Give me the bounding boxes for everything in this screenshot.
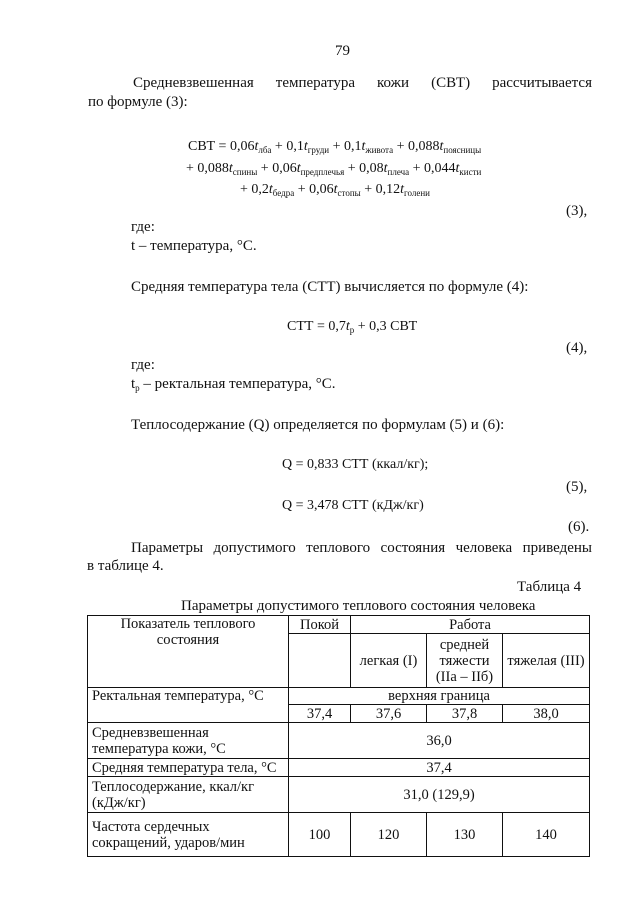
pulse-rest: 100 bbox=[289, 813, 351, 857]
params-table bbox=[87, 615, 590, 857]
q-intro: Теплосодержание (Q) определяется по формулам (5) и (6): bbox=[131, 417, 505, 433]
pulse-medium: 130 bbox=[427, 813, 503, 857]
rectal-rest: 37,4 bbox=[289, 705, 351, 723]
table-title: Параметры допустимого теплового состояния человека bbox=[181, 598, 536, 614]
table-row bbox=[88, 813, 590, 857]
pulse-light: 120 bbox=[351, 813, 427, 857]
intro-word: кожи bbox=[377, 75, 410, 91]
formula5: Q = 0,833 СТТ (ккал/кг); bbox=[282, 457, 429, 472]
header-rest-empty bbox=[289, 634, 351, 688]
rectal-heavy: 38,0 bbox=[503, 705, 590, 723]
pulse-heavy: 140 bbox=[503, 813, 590, 857]
skin-value: 36,0 bbox=[289, 723, 590, 759]
intro-word: Параметры bbox=[131, 540, 204, 556]
row-label-heat: Теплосодержание, ккал/кг (кДж/кг) bbox=[88, 777, 289, 813]
rectal-medium: 37,8 bbox=[427, 705, 503, 723]
row-label-pulse: Частота сердечных сокращений, ударов/мин bbox=[88, 813, 289, 857]
row-label-body: Средняя температура тела, °С bbox=[88, 759, 289, 777]
header-heavy: тяжелая (III) bbox=[503, 634, 590, 688]
table-row bbox=[88, 688, 590, 705]
formula3-line1: СВТ = $0,06t_{лба} + 0,1t_{груди} + 0,1t_{живота} + 0,088t_{поясницы}$ bbox=[188, 139, 482, 155]
intro-word: температура bbox=[275, 75, 355, 91]
table-label: Таблица 4 bbox=[517, 579, 582, 595]
row-label-rectal: Ректальная температура, °С bbox=[88, 688, 289, 723]
intro-word: допустимого bbox=[213, 540, 296, 556]
intro-word: (СВТ) bbox=[431, 75, 471, 91]
body-value: 37,4 bbox=[289, 759, 590, 777]
page-number: 79 bbox=[335, 43, 350, 59]
formula5-number: (5), bbox=[566, 479, 588, 495]
formula4: СТТ = $0,7t_р + 0,3$ СВТ bbox=[287, 319, 418, 335]
where-definition-2: $t_р$ – ректальная температура, °С. bbox=[131, 376, 336, 393]
rectal-upper-bound: верхняя граница bbox=[289, 688, 590, 705]
where-label-2: где: bbox=[131, 357, 155, 373]
formula4-number: (4), bbox=[566, 340, 588, 356]
header-light: легкая (I) bbox=[351, 634, 427, 688]
table-row bbox=[88, 759, 590, 777]
table-row bbox=[88, 723, 590, 759]
svt-intro-line1 bbox=[133, 74, 592, 92]
formula6-number: (6). bbox=[568, 519, 590, 535]
formula3-line3: + $0,2t_{бедра} + 0,06t_{стопы} + 0,12t_{голени}$ bbox=[240, 182, 430, 198]
header-rest: Покой bbox=[289, 616, 351, 634]
formula3-number: (3), bbox=[566, 203, 588, 219]
formula3-line2: + $0,088t_{спины} + 0,06t_{предплечья} + 0,08t_{плеча} + 0,044t_{кисти}$ bbox=[186, 161, 482, 177]
stt-intro: Средняя температура тела (СТТ) вычисляется по формуле (4): bbox=[131, 279, 529, 295]
intro-word: человека bbox=[455, 540, 513, 556]
header-indicator: Показатель теплового состояния bbox=[88, 616, 289, 688]
params-intro-line2: в таблице 4. bbox=[87, 558, 164, 574]
heat-value: 31,0 (129,9) bbox=[289, 777, 590, 813]
table-row bbox=[88, 777, 590, 813]
intro-word: рассчитывается bbox=[492, 75, 592, 91]
intro-word: приведены bbox=[522, 540, 592, 556]
intro-word: состояния bbox=[380, 540, 446, 556]
header-work: Работа bbox=[351, 616, 590, 634]
header-medium: средней тяжести (IIа – IIб) bbox=[427, 634, 503, 688]
where-definition: t – температура, °С. bbox=[131, 238, 257, 254]
where-label: где: bbox=[131, 219, 155, 235]
intro-word: Средневзвешенная bbox=[133, 75, 254, 91]
formula6: Q = 3,478 СТТ (кДж/кг) bbox=[282, 498, 424, 513]
svt-intro-line2: по формуле (3): bbox=[88, 94, 188, 110]
intro-word: теплового bbox=[306, 540, 371, 556]
rectal-light: 37,6 bbox=[351, 705, 427, 723]
params-intro-line1 bbox=[131, 539, 592, 557]
row-label-skin: Средневзвешенная температура кожи, °С bbox=[88, 723, 289, 759]
